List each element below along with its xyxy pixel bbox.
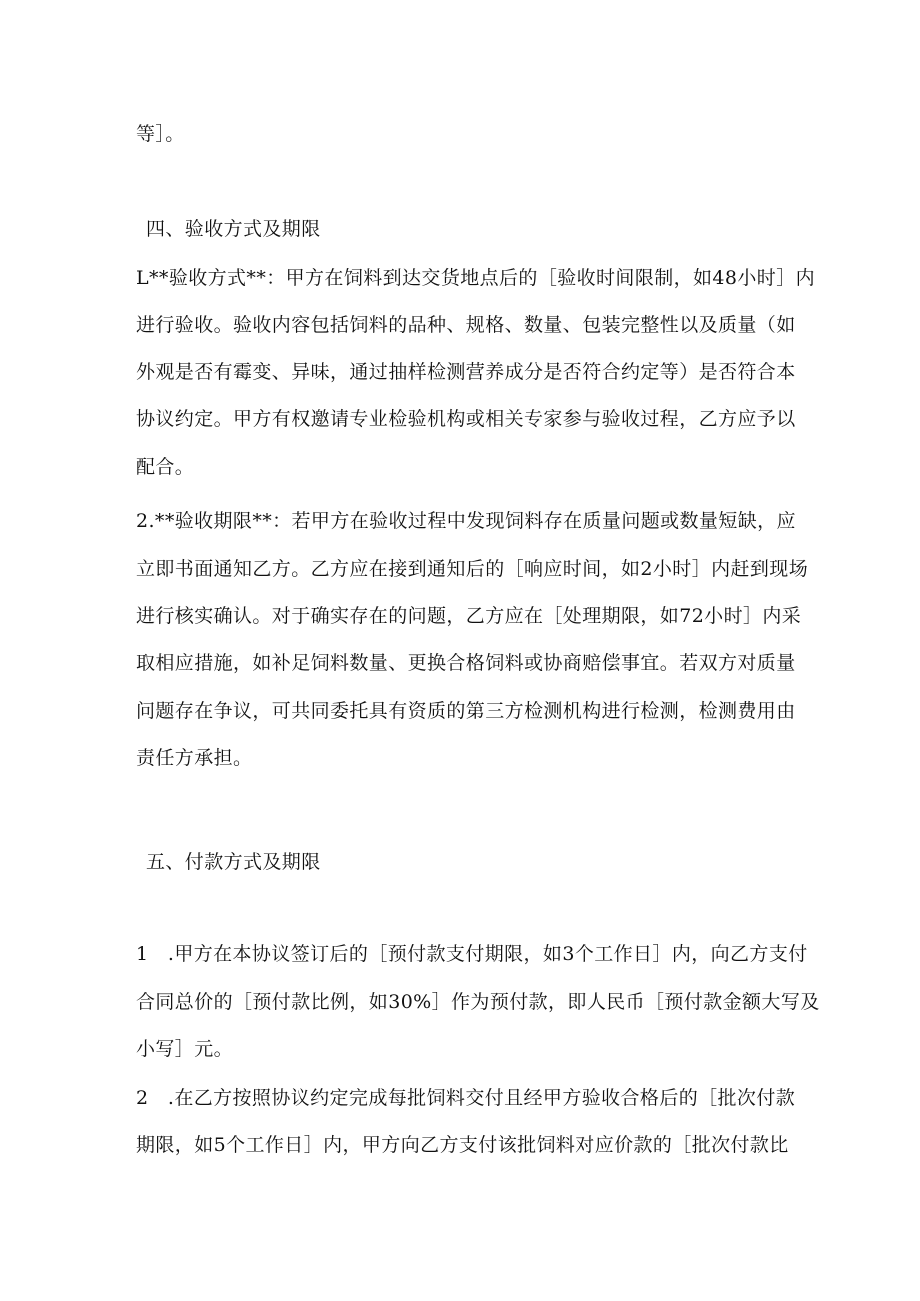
paragraph-line: 取相应措施，如补足饲料数量、更换合格饲料或协商赔偿事宜。若双方对质量	[136, 652, 796, 674]
paragraph-line: 1 .甲方在本协议签订后的［预付款支付期限，如3个工作日］内，向乙方支付	[136, 943, 808, 965]
paragraph-line: 进行核实确认。对于确实存在的问题，乙方应在［处理期限，如72小时］内采	[136, 605, 802, 627]
paragraph-line: L**验收方式**：甲方在饲料到达交货地点后的［验收时间限制，如48小时］内	[136, 267, 815, 289]
paragraph-line: 责任方承担。	[136, 747, 253, 769]
paragraph-line: 小写］元。	[136, 1038, 234, 1060]
paragraph-line: 配合。	[136, 456, 195, 478]
paragraph-line: 2.**验收期限**：若甲方在验收过程中发现饲料存在质量问题或数量短缺，应	[136, 510, 796, 532]
paragraph-line: 协议约定。甲方有权邀请专业检验机构或相关专家参与验收过程，乙方应予以	[136, 408, 796, 430]
paragraph-line: 期限，如5个工作日］内，甲方向乙方支付该批饲料对应价款的［批次付款比	[136, 1134, 789, 1156]
paragraph-line: 问题存在争议，可共同委托具有资质的第三方检测机构进行检测，检测费用由	[136, 700, 796, 722]
paragraph-line: 合同总价的［预付款比例，如30%］作为预付款，即人民币［预付款金额大写及	[136, 991, 820, 1013]
fragment-line: 等］。	[136, 123, 185, 145]
section-4-heading: 四、验收方式及期限	[146, 218, 321, 240]
paragraph-line: 进行验收。验收内容包括饲料的品种、规格、数量、包装完整性以及质量（如	[136, 314, 796, 336]
section-5-heading: 五、付款方式及期限	[146, 851, 321, 873]
paragraph-line: 2 .在乙方按照协议约定完成每批饲料交付且经甲方验收合格后的［批次付款	[136, 1087, 796, 1109]
paragraph-line: 外观是否有霉变、异味，通过抽样检测营养成分是否符合约定等）是否符合本	[136, 361, 796, 383]
paragraph-line: 立即书面通知乙方。乙方应在接到通知后的［响应时间，如2小时］内赶到现场	[136, 558, 809, 580]
